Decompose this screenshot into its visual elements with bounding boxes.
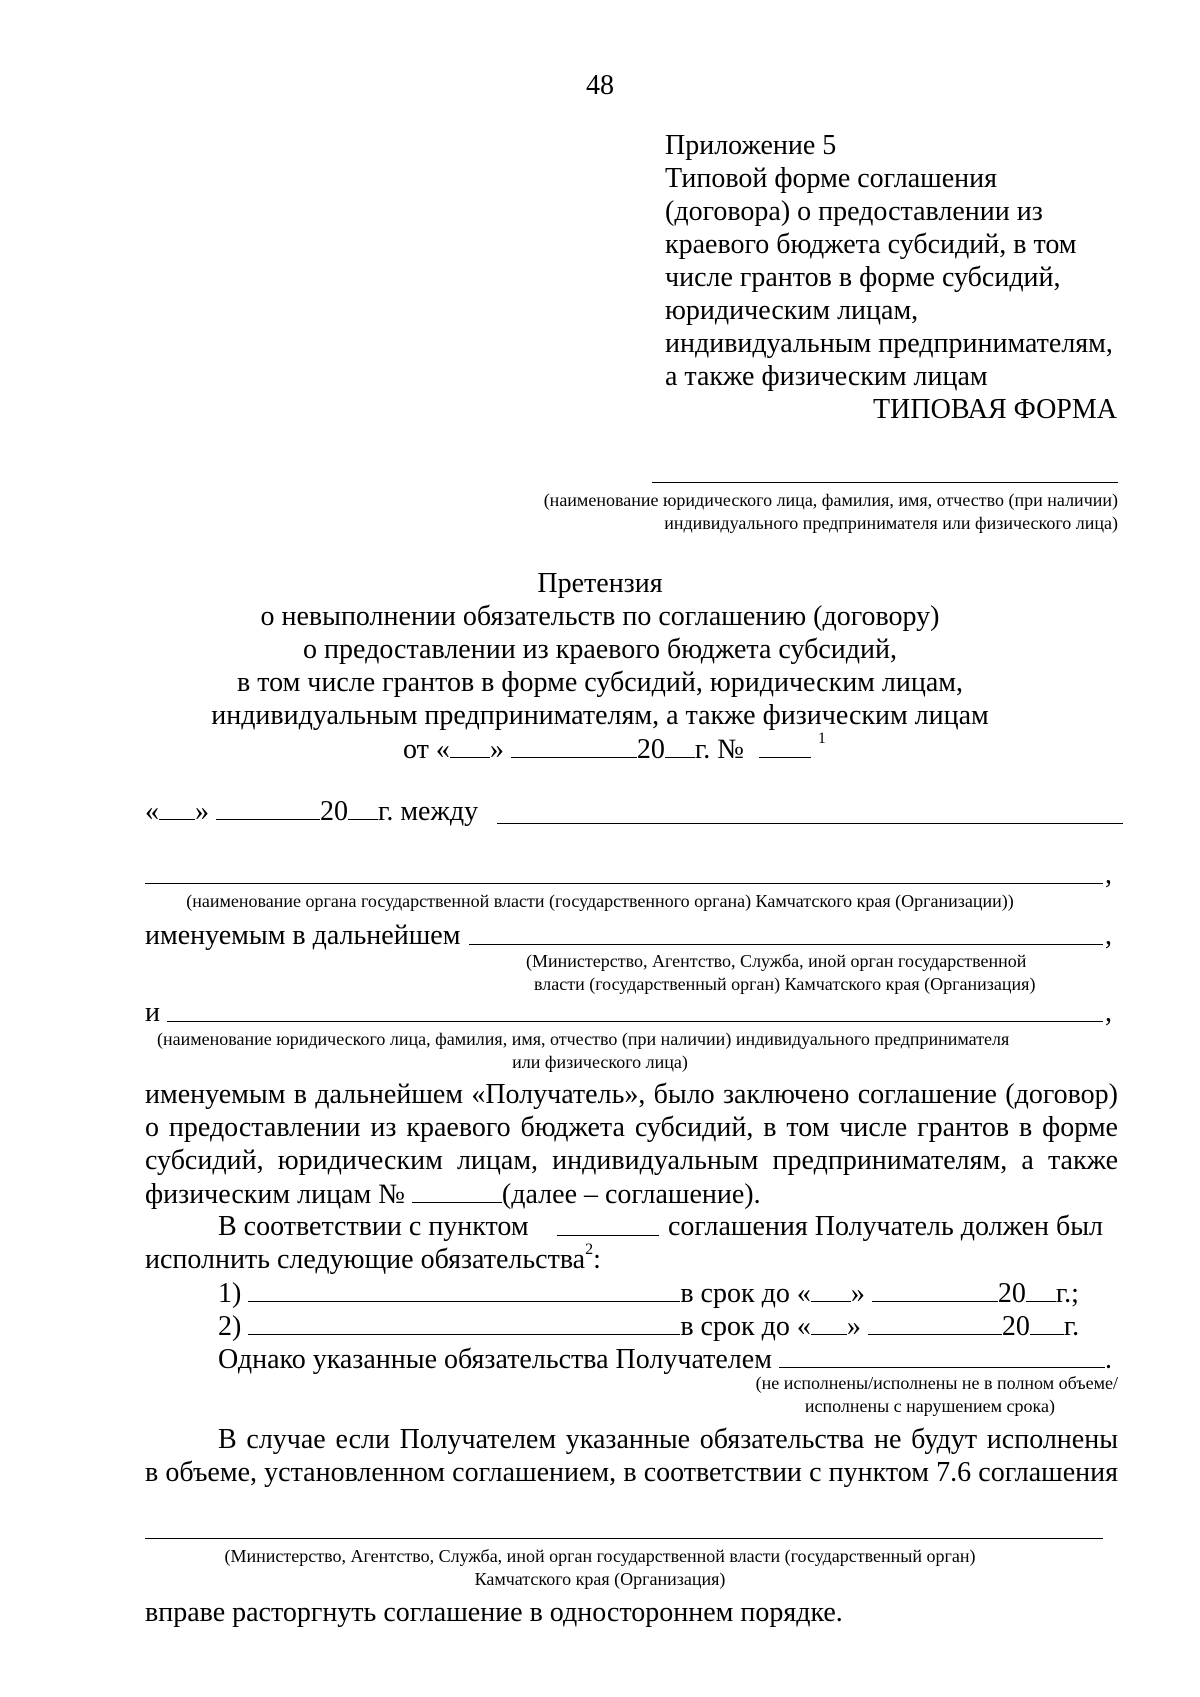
clause-blank [557, 1213, 659, 1236]
however-line [218, 1345, 1112, 1374]
year-blank [1026, 1279, 1056, 1302]
claim-subtitle-line: индивидуальным предпринимателям, а также физическим лицам [211, 700, 989, 731]
recipient-caption: индивидуального предпринимателя или физического лица) [664, 513, 1118, 533]
obligation-blank [248, 1279, 680, 1302]
claim-subtitle-line: о предоставлении из краевого бюджета субсидий, [303, 634, 897, 665]
paragraph-line: В случае если Получателем указанные обязательства не будут исполнены [218, 1424, 1118, 1455]
year-prefix: 20 [1001, 1311, 1030, 1342]
obligation-number: 1) [218, 1278, 242, 1309]
paragraph-line [145, 1241, 601, 1275]
agreement-number-blank [412, 1180, 502, 1203]
year-blank [665, 735, 695, 758]
appendix-line: краевого бюджета субсидий, в том [665, 229, 1077, 260]
quote-open: « [145, 796, 159, 827]
year-blank [348, 797, 378, 820]
obligation-blank [248, 1312, 680, 1335]
claim-title: Претензия [537, 568, 663, 599]
legal-caption: или физического лица) [512, 1052, 688, 1072]
organ-blank-line [145, 883, 1103, 884]
appendix-line: индивидуальным предпринимателям, [665, 328, 1113, 359]
abbrev-blank-line [469, 944, 1103, 945]
comma: , [1105, 859, 1112, 890]
month-blank [511, 735, 637, 758]
final-line: вправе расторгнуть соглашение в одностороннем порядке. [145, 1597, 843, 1628]
day-blank [811, 1312, 847, 1335]
paragraph-line: соглашения Получатель должен был [668, 1211, 1104, 1242]
agreement-suffix: (далее – соглашение). [501, 1179, 761, 1210]
period: . [1104, 1344, 1112, 1375]
footnote-marker: 1 [817, 730, 826, 747]
recipient-caption: (наименование юридического лица, фамилия, имя, отчество (при наличии) [543, 490, 1118, 510]
month-blank [216, 797, 320, 820]
appendix-title: Приложение 5 [665, 130, 837, 161]
footnote-marker: 2 [585, 1241, 594, 1258]
quote-close: » [195, 796, 209, 827]
paragraph-line: именуемым в дальнейшем «Получатель», было заключено соглашение (договор) [145, 1079, 1118, 1110]
month-blank [872, 1279, 998, 1302]
year-blank [1030, 1312, 1064, 1335]
number-label: г. № [694, 734, 744, 765]
appendix-line: (договора) о предоставлении из [665, 196, 1043, 227]
appendix-line: юридическим лицам, [665, 295, 919, 326]
hereinafter-label: именуемым в дальнейшем [145, 920, 461, 951]
however-text: Однако указанные обязательства Получателем [218, 1344, 772, 1375]
comma: , [1105, 920, 1112, 951]
ministry-caption: власти (государственный орган) Камчатского края (Организация) [534, 974, 1036, 994]
obligation-number: 2) [218, 1311, 242, 1342]
year-prefix: 20 [320, 796, 348, 827]
obligation-item [218, 1279, 1079, 1308]
between-line [145, 797, 478, 826]
ministry-caption: (Министерство, Агентство, Служба, иной орган государственной власти (государственный орган) [224, 1546, 976, 1566]
paragraph-line: о предоставлении из краевого бюджета субсидий, в том числе грантов в форме [145, 1112, 1118, 1143]
claim-subtitle-line: о невыполнении обязательств по соглашению (договору) [260, 601, 940, 632]
day-blank [811, 1279, 851, 1302]
appendix-line: Типовой форме соглашения [665, 163, 997, 194]
claim-date-line [403, 730, 826, 765]
deadline-label: в срок до « [680, 1311, 811, 1342]
agreement-number-label: физическим лицам № [145, 1179, 405, 1210]
appendix-line: числе грантов в форме субсидий, [665, 262, 1061, 293]
recipient-blank-line [652, 482, 1118, 483]
status-blank [779, 1345, 1105, 1368]
obligation-item [218, 1312, 1079, 1341]
day-blank [159, 797, 195, 820]
between-text: г. между [378, 796, 479, 827]
page-number: 48 [586, 70, 614, 101]
number-blank [759, 735, 811, 758]
form-label: ТИПОВАЯ ФОРМА [873, 394, 1117, 425]
comma: , [1105, 997, 1112, 1028]
year-prefix: 20 [997, 1278, 1026, 1309]
claim-subtitle-line: в том числе грантов в форме субсидий, юридическим лицам, [237, 667, 963, 698]
paragraph-line: в объеме, установленном соглашением, в соответствии с пунктом 7.6 соглашения [145, 1457, 1118, 1488]
quote-close: » [850, 1278, 865, 1309]
quote-close: » [489, 734, 504, 765]
organ-caption: (наименование органа государственной власти (государственного органа) Камчатского края (Организации)) [186, 891, 1014, 911]
ministry-caption: Камчатского края (Организация) [474, 1569, 726, 1589]
year-suffix: г. [1063, 1311, 1080, 1342]
colon: : [593, 1244, 601, 1275]
appendix-line: а также физическим лицам [665, 361, 988, 392]
ministry-blank-line [145, 1538, 1103, 1539]
date-prefix: от « [403, 734, 450, 765]
month-blank [868, 1312, 1002, 1335]
deadline-label: в срок до « [680, 1278, 811, 1309]
paragraph-line: В соответствии с пунктом [218, 1211, 529, 1242]
quote-close: » [846, 1311, 861, 1342]
paragraph-line: субсидий, юридическим лицам, индивидуальным предпринимателям, а также [145, 1145, 1118, 1176]
and-label: и [145, 997, 160, 1028]
ministry-caption: (Министерство, Агентство, Служба, иной орган государственной [526, 951, 1027, 971]
legal-caption: (наименование юридического лица, фамилия, имя, отчество (при наличии) индивидуального предпринимателя [157, 1029, 1010, 1049]
party-blank-line [497, 823, 1123, 824]
status-caption: исполнены с нарушением срока) [804, 1396, 1055, 1416]
obligations-intro: исполнить следующие обязательства [145, 1244, 586, 1275]
paragraph-line [145, 1180, 761, 1209]
year-prefix: 20 [636, 734, 665, 765]
status-caption: (не исполнены/исполнены не в полном объеме/ [755, 1373, 1118, 1393]
day-blank [450, 735, 490, 758]
recipient-name-blank-line [167, 1021, 1103, 1022]
year-suffix: г.; [1055, 1278, 1079, 1309]
